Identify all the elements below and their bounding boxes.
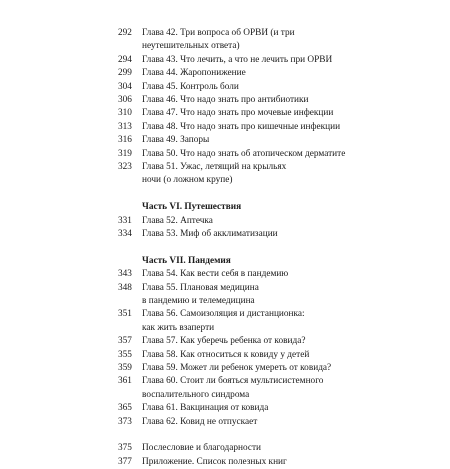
part-heading-7: Часть VII. Пандемия (142, 255, 231, 266)
toc-entry (118, 375, 418, 388)
entry-title: Глава 49. Запоры (142, 135, 210, 146)
section-gap (118, 188, 418, 202)
toc-entry (118, 27, 418, 40)
entry-title: Глава 46. Что надо знать про антибиотики (142, 94, 309, 105)
toc-entry (118, 54, 418, 67)
page-number: 355 (118, 349, 132, 360)
entry-title: Глава 43. Что лечить, а что не лечить при ОРВИ (142, 54, 333, 65)
toc-entry (118, 349, 418, 362)
page-number: 292 (118, 28, 132, 38)
toc-entry-continuation (118, 322, 418, 335)
entry-title: Глава 53. Миф об акклиматизации (142, 228, 278, 239)
table-of-contents (118, 27, 418, 469)
entry-title: Глава 62. Ковид не отпускает (142, 416, 258, 427)
entry-title: Глава 59. Может ли ребенок умереть от ковида? (142, 362, 332, 373)
toc-entry (118, 161, 418, 174)
toc-entry (118, 81, 418, 94)
toc-entry (118, 335, 418, 348)
entry-title: как жить взаперти (142, 322, 215, 333)
toc-entry (118, 228, 418, 241)
page-number: 348 (118, 282, 132, 293)
entry-title: Глава 47. Что надо знать про мочевые инфекции (142, 108, 334, 119)
section-gap (118, 429, 418, 443)
toc-entry (118, 134, 418, 147)
entry-title: Глава 50. Что надо знать об атопическом дерматите (142, 148, 346, 159)
page-number: 316 (118, 135, 132, 146)
page-number: 323 (118, 161, 132, 172)
page-number: 357 (118, 336, 132, 347)
entry-title: Глава 44. Жаропонижение (142, 68, 246, 79)
entry-title: Глава 60. Стоит ли бояться мультисистемного (142, 376, 324, 387)
toc-section-end (118, 442, 418, 469)
entry-title: Глава 54. Как вести себя в пандемию (142, 269, 289, 280)
page-number: 310 (118, 108, 132, 119)
toc-entry (118, 107, 418, 120)
toc-entry-continuation (118, 174, 418, 187)
page-number: 351 (118, 309, 132, 320)
toc-section-part5 (118, 27, 418, 188)
toc-entry-continuation (118, 40, 418, 53)
entry-title: Глава 48. Что надо знать про кишечные инфекции (142, 121, 341, 132)
page-number: 299 (118, 68, 132, 79)
toc-entry-continuation (118, 295, 418, 308)
entry-title: Приложение. Список полезных книг (142, 456, 287, 467)
toc-entry (118, 442, 418, 455)
toc-entry (118, 308, 418, 321)
toc-entry-continuation (118, 389, 418, 402)
toc-entry (118, 94, 418, 107)
toc-section-part6 (118, 215, 418, 242)
entry-title: Глава 58. Как относиться к ковиду у детей (142, 349, 310, 360)
toc-entry (118, 402, 418, 415)
toc-entry (118, 456, 418, 469)
page-number (118, 389, 142, 402)
page-number: 365 (118, 403, 132, 414)
page-number: 377 (118, 456, 132, 467)
entry-title: Глава 45. Контроль боли (142, 81, 239, 92)
page-number: 319 (118, 148, 132, 159)
page-number (118, 174, 142, 187)
toc-entry (118, 282, 418, 295)
page-number (118, 40, 142, 53)
page-number: 373 (118, 416, 132, 427)
entry-title: Глава 55. Плановая медицина (142, 282, 259, 293)
page-number: 359 (118, 362, 132, 373)
page-number (118, 322, 142, 335)
entry-title: Глава 51. Ужас, летящий на крыльях (142, 161, 287, 172)
part-heading-6: Часть VI. Путешествия (142, 202, 242, 213)
page-number: 343 (118, 269, 132, 280)
toc-entry (118, 67, 418, 80)
page-number: 334 (118, 228, 132, 239)
page-number: 294 (118, 54, 132, 65)
entry-title: в пандемию и телемедицина (142, 296, 255, 307)
page-number: 306 (118, 94, 132, 105)
toc-section-part7 (118, 268, 418, 429)
toc-entry (118, 121, 418, 134)
page-number: 304 (118, 81, 132, 92)
entry-title: Глава 57. Как уберечь ребенка от ковида? (142, 336, 306, 347)
toc-entry (118, 416, 418, 429)
page-number: 361 (118, 376, 132, 387)
entry-title: Глава 56. Самоизоляция и дистанционка: (142, 309, 305, 320)
entry-title: Послесловие и благодарности (142, 443, 261, 454)
entry-title: Глава 52. Аптечка (142, 215, 213, 226)
section-gap (118, 241, 418, 255)
page-number (118, 295, 142, 308)
toc-entry (118, 268, 418, 281)
page-number: 313 (118, 121, 132, 132)
toc-entry (118, 362, 418, 375)
page-number: 331 (118, 215, 132, 226)
entry-title: ночи (о ложном крупе) (142, 175, 233, 186)
toc-entry (118, 215, 418, 228)
entry-title: воспалительного синдрома (142, 389, 250, 400)
page-number: 375 (118, 443, 132, 454)
entry-title: Глава 61. Вакцинация от ковида (142, 403, 269, 414)
entry-title: Глава 42. Три вопроса об ОРВИ (и три (142, 28, 295, 38)
toc-entry (118, 148, 418, 161)
entry-title: неутешительных ответа) (142, 41, 240, 52)
